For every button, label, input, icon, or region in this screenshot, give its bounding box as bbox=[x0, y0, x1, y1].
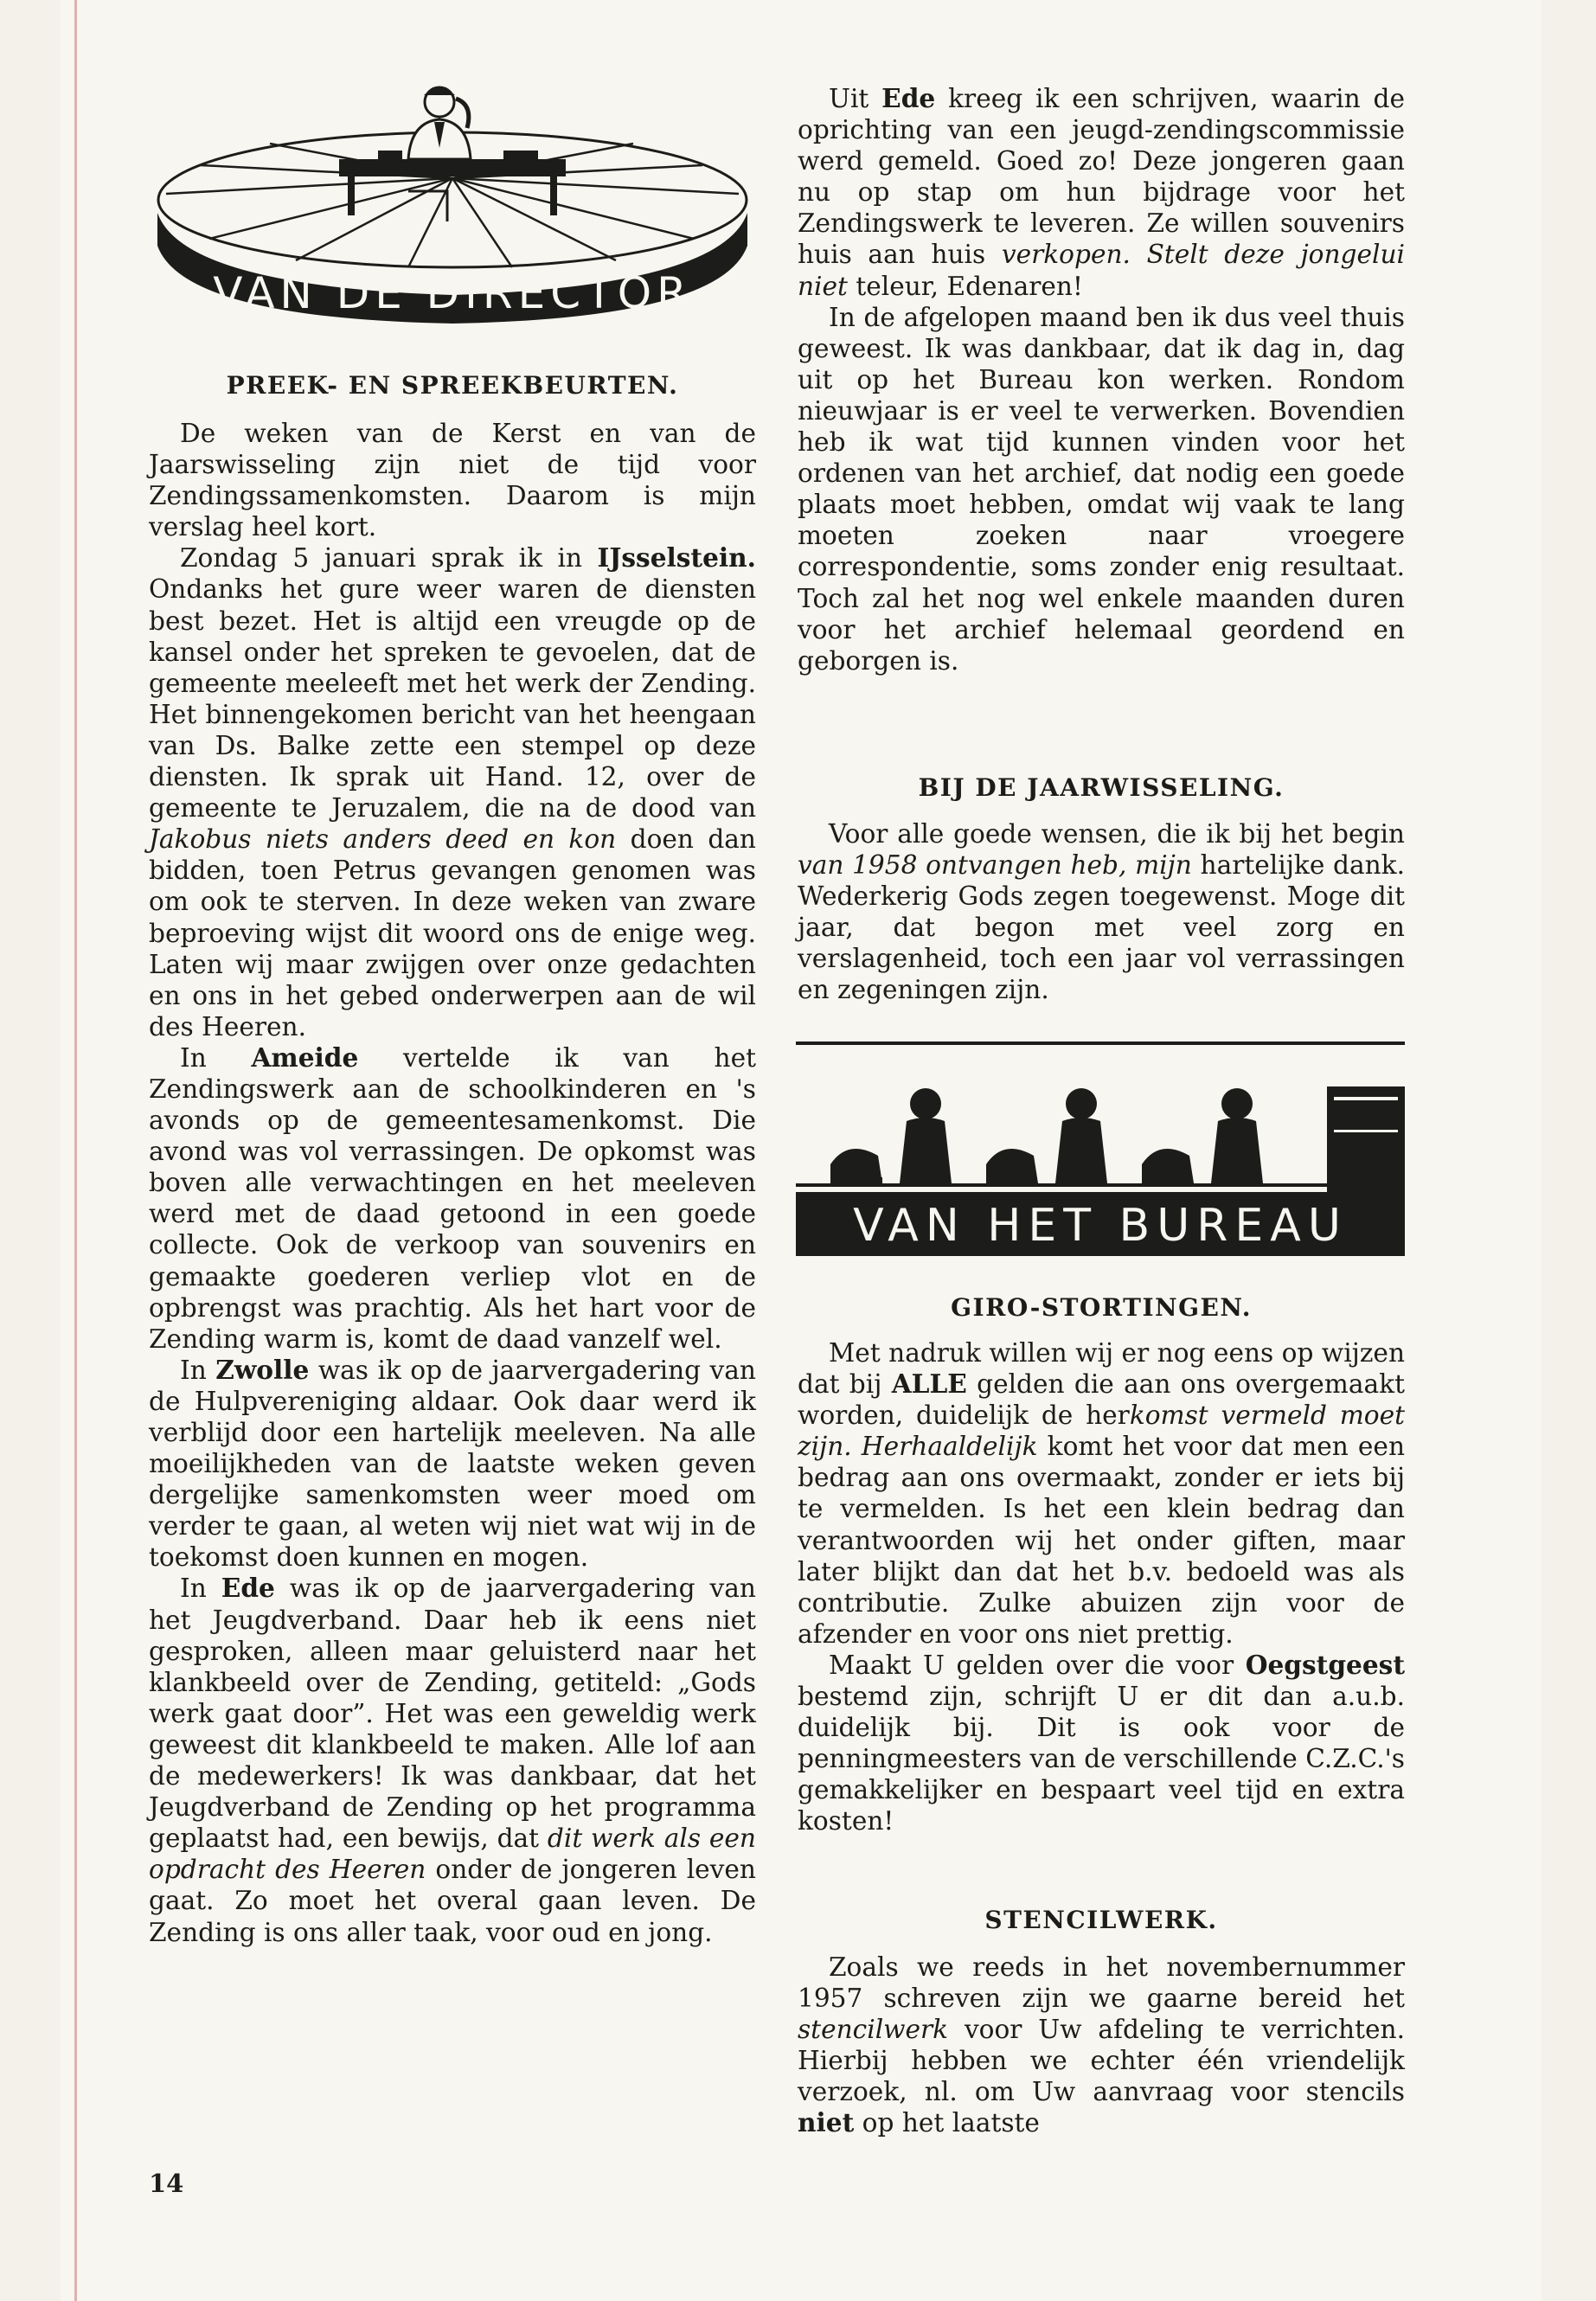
paragraph-archief: In de afgelopen maand ben ik dus veel thuis geweest. Ik was dankbaar, dat ik dag in, dag uit op het Bureau kon werken. Rondom nieuwjaar is er veel te verwerken. Bovendien heb ik wat tijd kunnen vinden voor het ordenen van het archief, dat nodig een goede plaats moet hebben, omdat wij vaak te lang moeten zoeken naar vroegere correspondentie, soms zonder enig resultaat. Toch zal het nog wel enkele maanden duren voor het archief helemaal geordend en geborgen is. bbox=[798, 302, 1405, 676]
heading-bij-de-jaarwisseling: BIJ DE JAARWISSELING. bbox=[918, 773, 1285, 802]
director-banner-label: VAN DE DIRECTOR bbox=[213, 268, 692, 318]
paragraph-stencilwerk: Zoals we reeds in het novembernummer 1957 schreven zijn we gaarne bereid het stencilwerk voor Uw afdeling te verrichten. Hierbij hebben we echter één vriendelijk verzoek, nl. om Uw aanvraag voor stencils niet op het laatste bbox=[798, 1952, 1405, 2138]
paragraph-ede-jeugd-zendingscommissie: Uit Ede kreeg ik een schrijven, waarin de oprichting van een jeugd-zendingscommissie werd gemeld. Goed zo! Deze jongeren gaan nu op stap om hun bijdrage voor het Zendingswerk te leveren. Ze willen souvenirs huis aan huis verkopen. Stelt deze jongelui niet teleur, Edenaren! bbox=[798, 83, 1405, 301]
page-number: 14 bbox=[149, 2169, 184, 2198]
place-ameide: Ameide bbox=[251, 1042, 359, 1073]
paragraph-zwolle: In Zwolle was ik op de jaarvergadering van de Hulpvereniging aldaar. Ook daar werd ik verblijd door een hartelijk meeleven. Na alle moeilijkheden van de laatste weken geven dergelijke samenkomsten weer moed om verder te gaan, al weten wij niet wat wij in de toekomst doen kunnen en mogen. bbox=[149, 1354, 756, 1573]
place-ijsselstein: IJsselstein. bbox=[597, 542, 756, 574]
director-banner bbox=[149, 83, 756, 325]
place-zwolle: Zwolle bbox=[215, 1354, 310, 1385]
paragraph-ijsselstein: Zondag 5 januari sprak ik in IJsselstein. Ondanks het gure weer waren de diensten best bezet. Het is altijd een vreugde op de kansel onder het spreken te gevoelen, dat de gemeente meeleeft met het werk der Zending. Het binnengekomen bericht van het heengaan van Ds. Balke zette een stempel op deze diensten. Ik sprak uit Hand. 12, over de gemeente te Jeruzalem, die na de dood van Jakobus niets anders deed en kon doen dan bidden, toen Petrus gevangen genomen was om ook te sterven. In deze weken van zware beproeving wijst dit woord ons de enige weg. Laten wij maar zwijgen over onze gedachten en ons in het gebed onderwerpen aan de wil des Heeren. bbox=[149, 542, 756, 1042]
place-ede-right: Ede bbox=[881, 83, 936, 113]
paragraph-oegstgeest: Maakt U gelden over die voor Oegstgeest bestemd zijn, schrijft U er dit dan a.u.b. duidelijk bij. Dit is ook voor de penningmeesters van de verschillende C.Z.C.'s gemakkelijker en bespaart veel tijd en extra kosten! bbox=[798, 1649, 1405, 1836]
bureau-banner bbox=[796, 1035, 1405, 1256]
place-oegstgeest: Oegstgeest bbox=[1245, 1649, 1405, 1680]
place-ede: Ede bbox=[221, 1573, 275, 1604]
paragraph-intro: De weken van de Kerst en van de Jaarswisseling zijn niet de tijd voor Zendingssamenkomsten. Daarom is mijn verslag heel kort. bbox=[149, 419, 756, 542]
paragraph-jaarwisseling: Voor alle goede wensen, die ik bij het begin van 1958 ontvangen heb, mijn hartelijke dank. Wederkerig Gods zegen toegewenst. Moge dit jaar, dat begon met veel zorg en verslagenheid, toch een jaar vol verrassingen en zegeningen zijn. bbox=[798, 819, 1405, 1005]
paragraph-giro-stortingen: Met nadruk willen wij er nog eens op wijzen dat bij ALLE gelden die aan ons overgemaakt worden, duidelijk de herkomst vermeld moet zijn. Herhaaldelijk komt het voor dat men een bedrag aan ons overmaakt, zonder er iets bij te vermelden. Is het een klein bedrag dan verantwoorden wij het onder giften, maar later blijkt dan dat het b.v. bedoeld was als contributie. Zulke abuizen zijn voor de afzender en voor ons niet prettig. bbox=[798, 1338, 1406, 1649]
paragraph-ameide: In Ameide vertelde ik van het Zendingswerk aan de schoolkinderen en 's avonds op de gemeentesamenkomst. Die avond was vol verrassingen. De opkomst was boven alle verwachtingen en het meeleven werd met de daad getoond in een goede collecte. Ook de verkoop van souvenirs en gemaakte goederen verliep vlot en de opbrengst was prachtig. Als het hart voor de Zending warm is, komt de daad vanzelf wel. bbox=[149, 1042, 756, 1354]
heading-stencilwerk: STENCILWERK. bbox=[984, 1906, 1218, 1934]
paragraph-ede-jeugdverband: In Ede was ik op de jaarvergadering van het Jeugdverband. Daar heb ik eens niet gesproken, alleen maar geluisterd naar het klankbeeld over de Zending, getiteld: „Gods werk gaat door”. Het was een geweldig werk geweest dit klankbeeld te maken. Alle lof aan de medewerkers! Ik was dankbaar, dat het Jeugdverband de Zending op het programma geplaatst had, een bewijs, dat dit werk als een opdracht des Heeren onder de jongeren leven gaat. Zo moet het overal gaan leven. De Zending is ons aller taak, voor oud en jong. bbox=[149, 1573, 756, 1947]
bureau-banner-label: VAN HET BUREAU bbox=[853, 1200, 1348, 1252]
heading-preek-en-spreekbeurten: PREEK- EN SPREEKBEURTEN. bbox=[226, 371, 679, 400]
page-edge-line bbox=[74, 0, 77, 2301]
heading-giro-stortingen: GIRO-STORTINGEN. bbox=[951, 1293, 1252, 1322]
